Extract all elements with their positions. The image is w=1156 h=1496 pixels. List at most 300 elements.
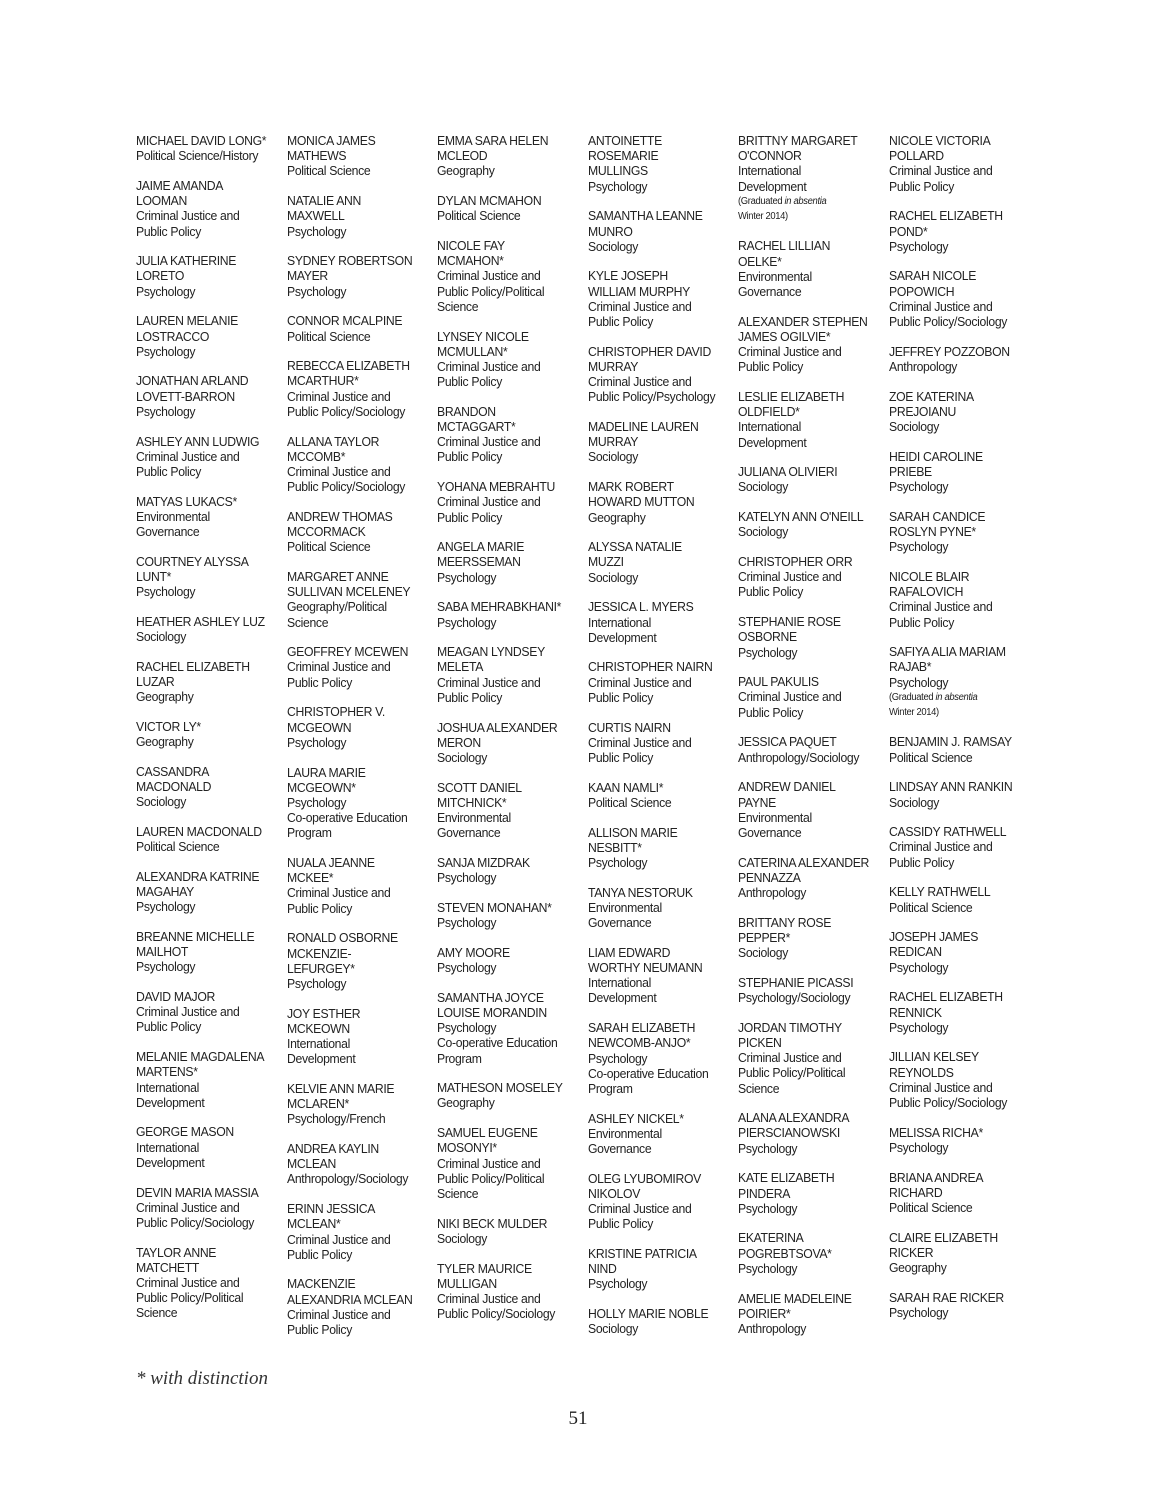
graduate-name: HOLLY MARIE NOBLE xyxy=(587,1306,708,1322)
graduate-program: Sociology xyxy=(587,569,638,585)
graduate-entry xyxy=(738,133,875,224)
graduate-program: Public Policy xyxy=(587,314,653,330)
graduate-name: JORDAN TIMOTHY xyxy=(738,1019,842,1035)
graduate-name: ALANA ALEXANDRA xyxy=(738,1110,850,1126)
graduate-entry xyxy=(889,1049,1026,1110)
graduate-name: NIND xyxy=(587,1261,617,1277)
graduate-name: REYNOLDS xyxy=(889,1064,954,1080)
graduate-program: Public Policy xyxy=(136,223,202,239)
graduate-name: ROSEMARIE xyxy=(587,148,658,164)
graduate-program: Psychology xyxy=(587,1050,647,1066)
graduate-entry xyxy=(136,659,273,705)
graduate-name: CLAIRE ELIZABETH xyxy=(889,1229,998,1245)
graduate-program: Criminal Justice and xyxy=(587,374,691,390)
graduate-name: MACKENZIE xyxy=(286,1276,355,1292)
column-2 xyxy=(287,133,433,1352)
graduate-name: PICKEN xyxy=(738,1034,782,1050)
graduate-name: MCKENZIE- xyxy=(286,945,351,961)
graduate-program: International xyxy=(136,1079,199,1095)
graduate-program: Criminal Justice and xyxy=(437,1290,541,1306)
graduate-program: Sociology xyxy=(136,629,187,645)
graduate-program: Geography xyxy=(587,509,646,525)
graduate-program: Public Policy xyxy=(437,374,503,390)
graduate-program: Public Policy/Sociology xyxy=(136,1214,255,1230)
graduate-name: KELLY RATHWELL xyxy=(889,884,991,900)
graduate-entry xyxy=(738,734,875,764)
graduate-name: LAUREN MACDONALD xyxy=(136,823,262,839)
column-4 xyxy=(588,133,734,1351)
graduate-name: JAIME AMANDA xyxy=(136,177,224,193)
graduate-program: Psychology xyxy=(136,403,196,419)
graduate-name: BRITTNY MARGARET xyxy=(738,133,858,148)
graduate-program: Psychology xyxy=(738,644,798,660)
graduate-entry xyxy=(889,779,1026,809)
graduate-name: NICOLE VICTORIA xyxy=(889,133,991,148)
graduate-program: Political Science xyxy=(286,328,370,344)
graduate-name: ALEXANDRIA MCLEAN xyxy=(286,1291,412,1307)
graduate-entry xyxy=(588,539,725,585)
graduate-entry xyxy=(136,764,273,810)
graduate-name: PINDERA xyxy=(738,1185,791,1201)
graduate-name: LIAM EDWARD xyxy=(587,944,670,960)
graduate-entry xyxy=(588,1171,725,1232)
graduate-entry xyxy=(287,133,424,179)
graduate-name: LUNT* xyxy=(136,568,172,584)
graduate-entry xyxy=(287,313,424,343)
graduate-name: BENJAMIN J. RAMSAY xyxy=(889,734,1012,750)
graduate-entry xyxy=(437,644,574,705)
graduate-entry xyxy=(287,569,424,630)
graduate-entry xyxy=(889,509,1026,555)
graduate-program: Public Policy xyxy=(587,750,653,765)
graduate-program: Sociology xyxy=(889,419,940,435)
graduate-program: Criminal Justice and xyxy=(587,734,691,750)
graduate-entry xyxy=(588,885,725,931)
graduate-name: MOSONYI* xyxy=(437,1140,497,1156)
graduate-program: Criminal Justice and xyxy=(738,689,842,705)
graduate-entry xyxy=(437,479,574,525)
graduate-program: Public Policy xyxy=(587,689,653,705)
graduate-name: ALEXANDRA KATRINE xyxy=(136,868,260,884)
graduate-name: NUALA JEANNE xyxy=(286,855,375,871)
graduate-program: Psychology xyxy=(286,283,346,299)
graduate-name: KATE ELIZABETH xyxy=(738,1170,835,1186)
graduate-entry xyxy=(136,1049,273,1110)
graduate-entry xyxy=(437,599,574,629)
graduate-program: Criminal Justice and xyxy=(437,674,541,690)
graduate-program: Criminal Justice and xyxy=(587,1201,691,1217)
graduate-name: NICOLE FAY xyxy=(437,238,505,254)
graduate-name: PEPPER* xyxy=(738,929,791,945)
graduate-program: Geography xyxy=(437,1095,495,1111)
graduate-program: Criminal Justice and xyxy=(286,463,390,479)
graduate-program: Development xyxy=(587,629,656,645)
graduate-entry xyxy=(588,599,725,645)
graduate-name: MAGAHAY xyxy=(136,884,194,900)
graduate-program: Public Policy xyxy=(738,584,804,600)
graduate-program: Anthropology xyxy=(738,885,807,901)
graduate-program: Sociology xyxy=(437,750,488,765)
graduate-name: JULIA KATHERINE xyxy=(136,253,237,269)
graduate-entry xyxy=(588,825,725,871)
graduate-name: KELVIE ANN MARIE xyxy=(286,1080,394,1096)
graduate-name: MCLEOD xyxy=(437,148,488,164)
graduate-name: DEVIN MARIA MASSIA xyxy=(136,1184,259,1200)
graduate-name: NEWCOMB-ANJO* xyxy=(587,1035,690,1051)
graduate-entry xyxy=(588,1246,725,1292)
graduate-name: LAURA MARIE xyxy=(286,764,366,780)
graduate-program: Psychology xyxy=(889,674,949,690)
graduate-name: MATHESON MOSELEY xyxy=(437,1080,563,1096)
graduate-entry xyxy=(437,1216,574,1246)
graduate-entry xyxy=(588,479,725,525)
graduate-program: Criminal Justice and xyxy=(889,839,993,855)
graduate-program: Environmental xyxy=(587,1125,662,1141)
graduate-program: Public Policy xyxy=(889,854,955,870)
graduate-program: Environmental xyxy=(587,899,662,915)
graduate-entry xyxy=(738,1020,875,1096)
graduate-name: MERON xyxy=(437,734,481,750)
graduate-program: Governance xyxy=(587,915,651,931)
graduate-entry xyxy=(889,824,1026,870)
graduate-name: ANGELA MARIE xyxy=(437,539,525,555)
graduate-entry xyxy=(738,464,875,494)
graduate-name: POGREBTSOVA* xyxy=(738,1245,832,1261)
graduate-name: SARAH RAE RICKER xyxy=(889,1289,1004,1305)
graduate-program: Science xyxy=(437,298,479,314)
graduate-name: MCCORMACK xyxy=(286,524,366,540)
graduate-name: RENNICK xyxy=(889,1004,942,1020)
graduate-program: Psychology xyxy=(437,960,497,976)
graduate-name: NESBITT* xyxy=(587,839,642,855)
graduate-name: AMY MOORE xyxy=(437,944,510,960)
graduate-name: BRIANA ANDREA xyxy=(889,1169,984,1185)
graduate-program: Psychology xyxy=(587,1276,647,1292)
graduate-name: MELISSA RICHA* xyxy=(889,1124,983,1140)
graduate-entry xyxy=(287,193,424,239)
graduate-name: CONNOR MCALPINE xyxy=(286,313,402,329)
graduate-name: JESSICA PAQUET xyxy=(738,734,837,750)
graduate-entry xyxy=(437,133,574,179)
graduate-entry xyxy=(437,900,574,930)
graduate-name: NIKOLOV xyxy=(587,1185,640,1201)
graduate-name: ERINN JESSICA xyxy=(286,1201,375,1217)
graduate-entry xyxy=(136,989,273,1035)
graduate-name: MULLIGAN xyxy=(437,1275,497,1291)
graduate-name: POPOWICH xyxy=(889,283,955,299)
graduate-program: Political Science xyxy=(286,163,370,179)
graduate-entry xyxy=(437,404,574,465)
graduate-program: Criminal Justice and xyxy=(738,344,842,360)
graduate-name: CHRISTOPHER NAIRN xyxy=(587,659,713,675)
graduate-name: STEPHANIE ROSE xyxy=(738,614,841,630)
graduate-name: CHRISTOPHER DAVID xyxy=(587,343,711,359)
graduate-entry xyxy=(136,1245,273,1321)
graduate-program: Public Policy/Sociology xyxy=(286,479,405,495)
graduate-program: International xyxy=(587,975,651,991)
graduate-name: PENNAZZA xyxy=(738,869,801,885)
graduate-program: Psychology xyxy=(437,569,497,585)
graduation-note-italic: in absentia xyxy=(784,195,827,207)
graduate-name: SAMANTHA LEANNE xyxy=(587,208,703,224)
graduate-program: Criminal Justice and xyxy=(136,1004,240,1020)
graduate-program: Development xyxy=(286,1051,355,1067)
graduate-name: MCLAREN* xyxy=(286,1096,349,1112)
graduate-name: POIRIER* xyxy=(738,1305,791,1321)
graduate-entry xyxy=(136,313,273,359)
graduate-name: LOUISE MORANDIN xyxy=(437,1004,547,1020)
graduation-note-term: Winter 2014) xyxy=(738,210,788,222)
graduate-entry xyxy=(588,268,725,329)
graduate-entry xyxy=(136,929,273,975)
graduate-name: RACHEL ELIZABETH xyxy=(136,658,250,674)
graduate-name: MAXWELL xyxy=(286,208,344,224)
graduate-name: SARAH NICOLE xyxy=(889,268,977,284)
graduate-entry xyxy=(437,855,574,885)
graduate-program: Psychology xyxy=(136,899,196,915)
graduate-name: PAYNE xyxy=(738,794,776,810)
graduate-entry xyxy=(287,434,424,495)
column-1 xyxy=(136,133,282,1335)
graduate-name: GEOFFREY MCEWEN xyxy=(286,644,408,660)
graduate-program: Public Policy xyxy=(738,704,804,720)
graduate-name: JILLIAN KELSEY xyxy=(889,1049,979,1065)
graduate-program: Psychology/Sociology xyxy=(738,990,851,1006)
graduate-name: MCTAGGART* xyxy=(437,419,516,435)
graduate-name: JEFFREY POZZOBON xyxy=(889,343,1010,359)
graduate-program: Sociology xyxy=(587,449,638,465)
graduate-program: Public Policy/Political xyxy=(136,1290,244,1306)
graduate-entry xyxy=(287,855,424,916)
graduate-name: MCARTHUR* xyxy=(286,373,358,389)
graduate-program: Political Science xyxy=(889,899,973,915)
graduate-entry xyxy=(136,719,273,749)
graduate-program: Co-operative Education xyxy=(437,1035,558,1051)
graduate-entry xyxy=(287,765,424,841)
graduate-entry xyxy=(588,720,725,766)
graduate-entry xyxy=(889,389,1026,435)
graduate-program: Geography xyxy=(136,689,194,705)
graduate-program: Public Policy xyxy=(286,900,352,916)
graduate-entry xyxy=(136,1185,273,1231)
graduate-name: OSBORNE xyxy=(738,629,797,645)
graduate-program: Development xyxy=(738,178,807,194)
graduate-name: KRISTINE PATRICIA xyxy=(587,1246,697,1262)
graduate-program: Public Policy xyxy=(136,463,202,479)
graduate-name: MATYAS LUKACS* xyxy=(136,493,237,509)
graduate-name: MULLINGS xyxy=(587,163,648,179)
graduate-name: NICOLE BLAIR xyxy=(889,568,970,584)
graduate-entry xyxy=(738,975,875,1005)
graduate-name: LAUREN MELANIE xyxy=(136,313,239,329)
graduate-entry xyxy=(588,419,725,465)
graduate-entry xyxy=(136,434,273,480)
graduate-program: International xyxy=(738,419,801,435)
graduate-program: Sociology xyxy=(437,1230,488,1246)
graduate-entry xyxy=(136,1124,273,1170)
graduate-program: Public Policy xyxy=(587,1216,653,1232)
graduate-program: Public Policy xyxy=(136,1019,202,1035)
graduate-program: Public Policy/Political xyxy=(437,1170,545,1186)
graduate-name: JESSICA L. MYERS xyxy=(587,599,693,615)
graduate-name: BREANNE MICHELLE xyxy=(136,928,255,944)
graduate-program: Public Policy/Psychology xyxy=(587,389,715,405)
graduate-program: Environmental xyxy=(738,268,812,284)
graduate-name: O'CONNOR xyxy=(738,148,802,164)
graduate-entry xyxy=(738,1110,875,1156)
graduate-name: EMMA SARA HELEN xyxy=(437,133,549,148)
graduate-program: Sociology xyxy=(738,524,789,540)
page-number: 51 xyxy=(568,1408,588,1429)
graduate-program: Science xyxy=(136,1305,178,1321)
graduate-name: LORETO xyxy=(136,268,185,284)
graduate-name: MCMULLAN* xyxy=(437,343,508,359)
graduate-program: Criminal Justice and xyxy=(136,1199,240,1215)
graduate-name: MELETA xyxy=(437,659,484,675)
graduate-name: MCKEOWN xyxy=(286,1020,350,1036)
graduate-entry xyxy=(136,494,273,540)
graduate-entry xyxy=(437,1261,574,1322)
graduate-program: Criminal Justice and xyxy=(437,1155,541,1171)
graduate-entry xyxy=(287,644,424,690)
graduate-program: International xyxy=(587,614,651,630)
graduate-entry xyxy=(889,989,1026,1035)
graduate-program: International xyxy=(286,1036,350,1052)
graduate-program: Criminal Justice and xyxy=(738,569,842,585)
graduate-entry xyxy=(588,659,725,705)
graduate-name: CURTIS NAIRN xyxy=(587,719,671,735)
graduate-name: DYLAN MCMAHON xyxy=(437,193,542,209)
graduate-name: SARAH ELIZABETH xyxy=(587,1020,695,1036)
graduate-entry xyxy=(738,389,875,450)
graduate-name: NATALIE ANN xyxy=(286,193,361,209)
graduate-name: HOWARD MUTTON xyxy=(587,494,694,510)
graduate-name: MUZZI xyxy=(587,554,624,570)
graduate-name: CASSIDY RATHWELL xyxy=(889,824,1007,840)
graduate-program: Development xyxy=(136,1094,205,1110)
graduate-program: Public Policy/Sociology xyxy=(286,403,405,419)
graduate-name: MCGEOWN* xyxy=(286,779,356,795)
graduate-program: Political Science xyxy=(136,839,220,855)
graduate-name: MCCOMB* xyxy=(286,448,345,464)
graduate-name: OELKE* xyxy=(738,253,782,269)
graduate-entry xyxy=(287,704,424,750)
graduate-name: ALEXANDER STEPHEN xyxy=(738,313,868,329)
graduate-program: Psychology xyxy=(587,178,647,194)
graduate-name: RACHEL ELIZABETH xyxy=(889,208,1003,224)
graduate-name: ANDREA KAYLIN xyxy=(286,1141,379,1157)
graduate-entry xyxy=(738,855,875,901)
graduate-entry xyxy=(588,780,725,810)
graduate-entry xyxy=(437,193,574,223)
graduate-name: REBECCA ELIZABETH xyxy=(286,358,410,374)
graduate-program: Criminal Justice and xyxy=(587,674,691,690)
graduate-entry xyxy=(136,178,273,239)
graduate-program: Environmental xyxy=(136,508,210,524)
graduate-name: MUNRO xyxy=(587,223,633,239)
graduate-name: RACHEL ELIZABETH xyxy=(889,989,1003,1005)
graduate-name: SANJA MIZDRAK xyxy=(437,855,530,871)
graduate-program: Public Policy/Sociology xyxy=(437,1306,556,1322)
graduate-name: SABA MEHRABKHANI* xyxy=(437,599,562,615)
graduate-name: MATCHETT xyxy=(136,1259,199,1275)
graduate-name: AMELIE MADELEINE xyxy=(738,1290,852,1306)
graduate-program: Anthropology xyxy=(889,358,958,374)
graduate-name: HEIDI CAROLINE xyxy=(889,448,983,464)
graduate-name: CHRISTOPHER V. xyxy=(286,704,385,720)
graduate-name: JOSEPH JAMES xyxy=(889,929,979,945)
graduate-name: OLEG LYUBOMIROV xyxy=(587,1170,701,1186)
graduate-name: PIERSCIANOWSKI xyxy=(738,1125,841,1141)
graduate-program: Psychology xyxy=(587,855,647,871)
graduate-name: KAAN NAMLI* xyxy=(587,779,663,795)
graduate-name: EKATERINA xyxy=(738,1230,804,1246)
graduate-program: Criminal Justice and xyxy=(587,298,691,314)
graduate-name: MARTENS* xyxy=(136,1064,198,1080)
graduate-program: Psychology xyxy=(437,870,497,886)
graduation-note xyxy=(889,690,1026,705)
graduate-program: Public Policy xyxy=(286,1246,352,1262)
graduate-name: GEORGE MASON xyxy=(136,1124,234,1140)
graduate-program: Sociology xyxy=(136,794,187,810)
graduate-program: Psychology xyxy=(889,479,949,495)
graduate-entry xyxy=(889,268,1026,329)
graduate-entry xyxy=(287,1081,424,1127)
graduate-entry xyxy=(287,1006,424,1067)
graduate-entry xyxy=(738,238,875,299)
graduate-program: Public Policy xyxy=(437,689,503,705)
graduate-program: Anthropology xyxy=(738,1320,807,1336)
graduate-name: REDICAN xyxy=(889,944,942,960)
graduate-entry xyxy=(889,208,1026,254)
graduate-entry xyxy=(437,780,574,841)
graduate-entry xyxy=(889,929,1026,975)
graduate-entry xyxy=(287,1141,424,1187)
graduate-name: MCLEAN* xyxy=(286,1216,340,1232)
graduate-name: JULIANA OLIVIERI xyxy=(738,464,838,480)
graduate-program: Development xyxy=(136,1154,205,1170)
graduate-program: Co-operative Education xyxy=(286,810,407,826)
graduate-program: Development xyxy=(587,990,656,1006)
graduate-program: Psychology xyxy=(136,959,196,975)
graduate-program: Psychology xyxy=(889,539,949,555)
graduate-name: MEAGAN LYNDSEY xyxy=(437,644,545,660)
graduate-program: Psychology xyxy=(437,614,497,630)
graduate-name: MAILHOT xyxy=(136,944,189,960)
graduate-program: Criminal Justice and xyxy=(437,494,541,510)
graduate-name: STEVEN MONAHAN* xyxy=(437,899,552,915)
graduate-name: MATHEWS xyxy=(286,148,346,164)
graduate-program: International xyxy=(136,1139,199,1155)
graduate-name: MARGARET ANNE xyxy=(286,568,388,584)
graduate-name: MCKEE* xyxy=(286,870,333,886)
graduate-program: Geography xyxy=(136,734,194,750)
graduate-program: Political Science xyxy=(889,749,973,765)
graduate-program: Sociology xyxy=(889,794,940,810)
graduate-name: MURRAY xyxy=(587,358,638,374)
graduate-program: Sociology xyxy=(738,945,789,961)
graduate-name: RICKER xyxy=(889,1244,934,1260)
graduate-program: Psychology xyxy=(286,734,346,750)
graduate-program: Co-operative Education xyxy=(587,1065,708,1081)
graduate-program: Criminal Justice and xyxy=(889,163,993,179)
graduate-program: Public Policy/Sociology xyxy=(889,314,1008,330)
graduate-name: SAMUEL EUGENE xyxy=(437,1125,538,1141)
graduate-program: Criminal Justice and xyxy=(136,1275,240,1291)
graduate-name: SCOTT DANIEL xyxy=(437,779,522,795)
graduate-name: MEERSSEMAN xyxy=(437,554,521,570)
graduate-name: PAUL PAKULIS xyxy=(738,674,819,690)
